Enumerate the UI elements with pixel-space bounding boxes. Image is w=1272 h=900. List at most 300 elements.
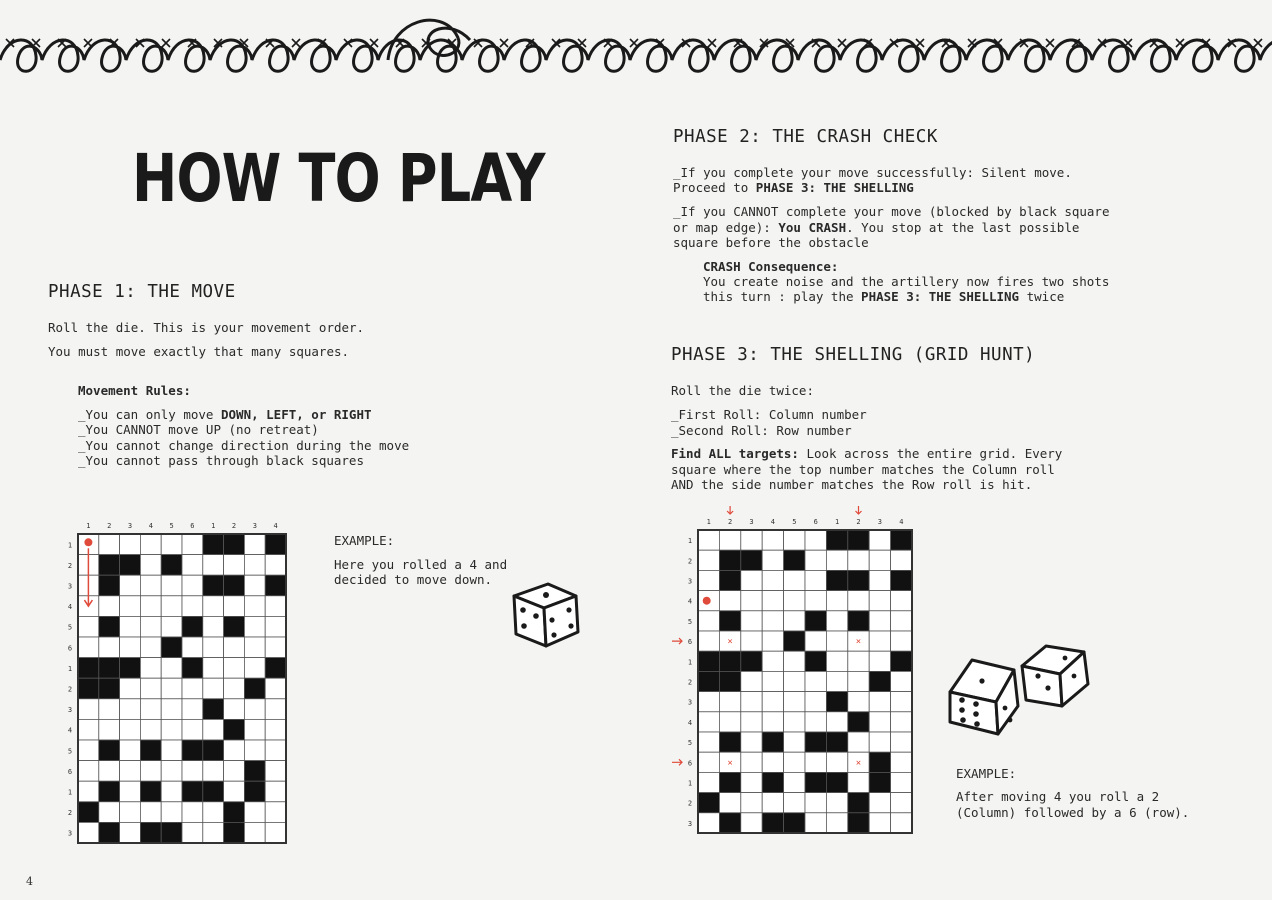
grid-cell-black — [826, 530, 847, 550]
grid-cell — [140, 534, 161, 555]
row-label: 5 — [687, 739, 693, 748]
row-label: 2 — [687, 557, 693, 566]
column-arrow — [856, 506, 862, 514]
grid-cell — [698, 530, 719, 550]
grid-cell-black — [120, 555, 141, 576]
find-targets-bold: Find ALL targets: — [671, 446, 799, 461]
start-position-marker — [84, 538, 92, 546]
grid-cell — [719, 712, 740, 732]
grid-cell — [78, 637, 99, 658]
row-label: 1 — [687, 537, 693, 546]
grid-cell — [78, 822, 99, 843]
grid-cell — [224, 761, 245, 782]
row-label: 1 — [67, 788, 73, 797]
grid-cell-black — [762, 772, 783, 792]
grid-cell — [203, 658, 224, 679]
phase3-line1: Roll the die twice: — [671, 383, 814, 398]
grid-cell — [805, 671, 826, 691]
grid-cell-black — [182, 740, 203, 761]
grid-cell — [762, 570, 783, 590]
grid-cell-black — [120, 658, 141, 679]
grid-cell-black — [805, 772, 826, 792]
grid-cell-black — [719, 732, 740, 752]
grid-cell — [203, 761, 224, 782]
grid-cell — [120, 678, 141, 699]
grid-cell — [120, 534, 141, 555]
grid-cell — [265, 822, 286, 843]
col-label: 6 — [190, 522, 195, 530]
grid-cell-black — [244, 781, 265, 802]
grid-cell-black — [805, 651, 826, 671]
grid-cell — [762, 631, 783, 651]
grid-cell — [698, 570, 719, 590]
grid-cell — [762, 712, 783, 732]
grid-cell-black — [224, 822, 245, 843]
grid-cell — [182, 699, 203, 720]
phase3-find-line1 — [671, 446, 1062, 462]
grid-cell — [203, 596, 224, 617]
row-label: 5 — [67, 747, 73, 756]
grid-cell-black — [869, 772, 890, 792]
grid-cell-black — [719, 611, 740, 631]
grid-cell — [224, 740, 245, 761]
grid-cell — [224, 678, 245, 699]
grid-cell — [805, 752, 826, 772]
grid-cell — [891, 772, 912, 792]
grid-cell — [265, 719, 286, 740]
row-label: 2 — [687, 678, 693, 687]
grid-cell — [869, 530, 890, 550]
column-arrow — [727, 506, 733, 514]
phase1-line2: You must move exactly that many squares. — [48, 344, 350, 359]
grid-cell — [182, 678, 203, 699]
barb — [292, 39, 300, 47]
col-label: 3 — [127, 522, 133, 530]
grid-cell-black — [224, 534, 245, 555]
grid-cell-black — [182, 616, 203, 637]
grid-cell — [161, 699, 182, 720]
grid-cell-black — [719, 651, 740, 671]
example1-line1: Here you rolled a 4 and — [334, 557, 508, 572]
row-label: 6 — [67, 767, 73, 776]
grid-cell — [741, 570, 762, 590]
grid-cell — [869, 813, 890, 833]
phase2-p2-line2-bold: You CRASH — [778, 220, 847, 235]
barb — [1254, 39, 1262, 47]
col-label: 2 — [856, 518, 861, 526]
grid-cell — [140, 555, 161, 576]
grid-cell — [784, 772, 805, 792]
grid-cell — [78, 699, 99, 720]
phase2-heading: PHASE 2: THE CRASH CHECK — [673, 127, 938, 147]
grid-cell — [848, 671, 869, 691]
grid-cell — [265, 678, 286, 699]
phase2-p2-line2 — [673, 220, 1079, 236]
barb — [630, 39, 638, 47]
grid-cell — [762, 793, 783, 813]
rule-2: _You CANNOT move UP (no retreat) — [78, 422, 319, 437]
phase3-find-line3: AND the side number matches the Row roll is hit. — [671, 477, 1033, 492]
grid-cell — [182, 596, 203, 617]
grid-cell-black — [891, 570, 912, 590]
col-label: 4 — [770, 518, 776, 526]
grid-cell — [161, 596, 182, 617]
grid-cell — [784, 793, 805, 813]
grid-cell — [78, 719, 99, 740]
phase3-find-line2: square where the top number matches the Column roll — [671, 462, 1055, 477]
grid-cell-black — [265, 658, 286, 679]
grid-cell — [140, 719, 161, 740]
example2-line2: (Column) followed by a 6 (row). — [956, 805, 1190, 820]
grid-cell — [120, 802, 141, 823]
row-label: 6 — [687, 759, 693, 768]
grid-cell-black — [869, 671, 890, 691]
grid-cell-black — [161, 822, 182, 843]
crash-consequence-title: CRASH Consequence: — [703, 259, 839, 274]
row-label: 1 — [687, 658, 693, 667]
grid-cell — [891, 813, 912, 833]
grid-cell — [244, 637, 265, 658]
grid-cell — [698, 611, 719, 631]
grid-cell — [784, 591, 805, 611]
grid-cell — [120, 637, 141, 658]
grid-cell — [869, 651, 890, 671]
col-label: 2 — [231, 522, 237, 530]
grid-cell-black — [741, 651, 762, 671]
grid-cell-black — [99, 678, 120, 699]
grid-cell — [120, 822, 141, 843]
barb — [578, 39, 586, 47]
grid-cell — [99, 719, 120, 740]
grid-cell — [805, 591, 826, 611]
grid-cell — [784, 692, 805, 712]
crash-line2-text: this turn : play the — [703, 289, 862, 304]
grid-cell — [244, 534, 265, 555]
grid-cell — [762, 611, 783, 631]
grid-cell — [161, 719, 182, 740]
grid-cell — [244, 822, 265, 843]
row-label: 4 — [687, 718, 693, 727]
grid-cell — [182, 822, 203, 843]
grid-cell — [762, 651, 783, 671]
player-position-marker — [703, 597, 711, 605]
grid-cell — [869, 732, 890, 752]
grid-cell — [762, 530, 783, 550]
grid-cell — [78, 740, 99, 761]
barb — [84, 39, 92, 47]
grid-cell-black — [826, 772, 847, 792]
grid-cell — [762, 550, 783, 570]
grid-cell-black — [891, 530, 912, 550]
phase2-p2-line2-text: or map edge): — [673, 220, 779, 235]
col-label: 5 — [169, 522, 174, 530]
grid-cell — [244, 740, 265, 761]
row-label: 4 — [67, 603, 73, 612]
grid-cell — [140, 802, 161, 823]
grid-cell — [161, 575, 182, 596]
grid-cell-black — [719, 570, 740, 590]
grid-cell — [161, 678, 182, 699]
barb — [916, 39, 924, 47]
grid-cell-black — [99, 575, 120, 596]
grid-cell — [265, 761, 286, 782]
col-label: 2 — [727, 518, 733, 526]
phase2-p2-line1: _If you CANNOT complete your move (blocked by black square — [673, 204, 1110, 219]
row-label: 2 — [687, 799, 693, 808]
grid-cell — [182, 802, 203, 823]
grid-cell — [161, 616, 182, 637]
grid-cell-black — [784, 813, 805, 833]
grid-cell-black — [784, 631, 805, 651]
grid-cell — [826, 550, 847, 570]
grid-cell — [698, 813, 719, 833]
rule-1-bold: DOWN, LEFT, or RIGHT — [221, 407, 372, 422]
page-title: HOW TO PLAY — [132, 140, 545, 217]
grid-cell — [741, 813, 762, 833]
grid-cell — [891, 793, 912, 813]
grid-cell-black — [140, 781, 161, 802]
grid-cell — [741, 631, 762, 651]
grid-cell — [869, 692, 890, 712]
hit-marker: × — [727, 637, 733, 648]
grid-cell-black — [741, 550, 762, 570]
grid-cell-black — [826, 692, 847, 712]
grid-cell — [244, 616, 265, 637]
grid-cell — [826, 752, 847, 772]
grid-cell — [784, 651, 805, 671]
grid-cell-black — [203, 575, 224, 596]
grid-cell — [203, 616, 224, 637]
grid-cell-black — [698, 671, 719, 691]
row-label: 1 — [67, 664, 73, 673]
grid-cell — [244, 699, 265, 720]
grid-cell — [182, 555, 203, 576]
grid-cell-black — [698, 651, 719, 671]
col-label: 1 — [834, 518, 840, 526]
col-label: 4 — [273, 522, 278, 530]
hit-marker: × — [727, 758, 733, 769]
row-label: 3 — [67, 582, 73, 591]
barb — [370, 39, 378, 47]
row-label: 3 — [67, 829, 73, 838]
grid-cell — [869, 611, 890, 631]
grid-cell — [826, 813, 847, 833]
grid-cell — [244, 596, 265, 617]
phase3-heading: PHASE 3: THE SHELLING (GRID HUNT) — [671, 345, 1036, 365]
grid-cell-black — [140, 740, 161, 761]
grid-cell — [784, 732, 805, 752]
phase3-roll1: _First Roll: Column number — [671, 407, 867, 422]
grid-cell — [265, 740, 286, 761]
grid-cell-black — [805, 732, 826, 752]
grid-cell — [99, 761, 120, 782]
grid-cell — [265, 596, 286, 617]
grid-cell — [161, 761, 182, 782]
grid-cell — [719, 692, 740, 712]
col-label: 6 — [813, 518, 818, 526]
grid-cell — [140, 761, 161, 782]
grid-cell — [140, 575, 161, 596]
grid-cell — [784, 530, 805, 550]
barb — [1124, 39, 1132, 47]
col-label: 1 — [86, 522, 91, 530]
grid-cell-black — [719, 550, 740, 570]
grid-cell — [78, 616, 99, 637]
col-label: 3 — [252, 522, 257, 530]
grid-cell — [224, 555, 245, 576]
grid-cell-black — [99, 781, 120, 802]
grid-cell — [698, 752, 719, 772]
grid-cell — [848, 651, 869, 671]
row-arrow — [672, 638, 682, 644]
grid-cell — [120, 719, 141, 740]
grid-cell — [741, 732, 762, 752]
grid-cell-black — [244, 678, 265, 699]
grid-cell — [182, 534, 203, 555]
col-label: 1 — [706, 518, 711, 526]
movement-rules-title: Movement Rules: — [78, 383, 191, 398]
grid-cell — [120, 740, 141, 761]
grid-cell-black — [762, 813, 783, 833]
example2-title: EXAMPLE: — [956, 766, 1017, 781]
col-label: 2 — [107, 522, 112, 530]
grid-cell-black — [78, 658, 99, 679]
grid-cell — [265, 699, 286, 720]
grid-cell-black — [784, 550, 805, 570]
grid-cell — [719, 793, 740, 813]
grid-cell — [99, 534, 120, 555]
example1-title: EXAMPLE: — [334, 533, 395, 548]
rule-1-text: _You can only move — [78, 407, 221, 422]
grid-cell — [719, 591, 740, 611]
grid-cell — [805, 712, 826, 732]
grid-cell — [244, 719, 265, 740]
grid-cell — [120, 761, 141, 782]
grid-cell — [826, 712, 847, 732]
grid-cell — [784, 611, 805, 631]
grid-cell — [891, 712, 912, 732]
die-icon — [506, 578, 588, 654]
crash-consequence-line1: You create noise and the artillery now fires two shots — [703, 274, 1110, 289]
grid-cell — [741, 793, 762, 813]
grid-cell — [805, 550, 826, 570]
col-label: 4 — [148, 522, 153, 530]
grid-cell — [140, 699, 161, 720]
grid-cell-black — [203, 781, 224, 802]
grid-cell-black — [203, 699, 224, 720]
grid-cell — [265, 637, 286, 658]
grid-cell — [741, 591, 762, 611]
grid-cell — [244, 658, 265, 679]
grid-cell — [265, 781, 286, 802]
grid-cell — [805, 570, 826, 590]
grid-cell — [869, 631, 890, 651]
grid-cell-black — [182, 781, 203, 802]
row-label: 3 — [687, 577, 693, 586]
grid-cell — [784, 752, 805, 772]
hit-marker: × — [855, 637, 862, 648]
grid-cell — [805, 692, 826, 712]
grid-cell — [805, 631, 826, 651]
grid-cell — [78, 761, 99, 782]
grid-cell — [698, 732, 719, 752]
example1-line2: decided to move down. — [334, 572, 493, 587]
grid-cell — [784, 570, 805, 590]
row-label: 6 — [67, 644, 73, 653]
find-targets-text: Look across the entire grid. Every — [798, 446, 1063, 461]
barb — [838, 39, 846, 47]
grid-cell — [161, 534, 182, 555]
grid-cell-black — [848, 813, 869, 833]
grid-cell-black — [891, 651, 912, 671]
barb — [968, 39, 976, 47]
phase2-p1-line2 — [673, 180, 914, 196]
grid-cell — [784, 712, 805, 732]
two-dice-icon — [942, 636, 1098, 740]
barb — [500, 39, 508, 47]
grid-cell — [869, 570, 890, 590]
grid-cell — [826, 631, 847, 651]
grid-cell — [826, 793, 847, 813]
grid-cell — [805, 793, 826, 813]
phase2-p2-line2-post: . You stop at the last possible — [846, 220, 1080, 235]
grid-cell — [224, 596, 245, 617]
barb — [1046, 39, 1054, 47]
col-label: 3 — [749, 518, 754, 526]
grid-cell-black — [99, 616, 120, 637]
grid-cell-black — [161, 555, 182, 576]
grid-cell — [719, 530, 740, 550]
grid-cell — [848, 692, 869, 712]
row-label: 5 — [67, 623, 73, 632]
grid-cell — [698, 772, 719, 792]
example-grid-shelling — [668, 500, 920, 848]
grid-cell — [203, 822, 224, 843]
grid-cell-black — [161, 637, 182, 658]
grid-cell — [698, 550, 719, 570]
grid-cell — [891, 611, 912, 631]
grid-cell — [826, 591, 847, 611]
hit-marker: × — [855, 758, 862, 769]
grid-cell — [784, 671, 805, 691]
grid-cell — [120, 575, 141, 596]
col-label: 4 — [899, 518, 904, 526]
grid-cell-black — [224, 719, 245, 740]
grid-cell — [848, 591, 869, 611]
grid-cell — [826, 671, 847, 691]
grid-cell — [698, 692, 719, 712]
grid-cell — [203, 678, 224, 699]
grid-cell — [762, 671, 783, 691]
grid-cell — [891, 752, 912, 772]
grid-cell — [741, 692, 762, 712]
row-label: 4 — [687, 597, 693, 606]
grid-cell — [120, 781, 141, 802]
rule-4: _You cannot pass through black squares — [78, 453, 364, 468]
grid-cell — [869, 793, 890, 813]
crash-line2-post: twice — [1019, 289, 1065, 304]
grid-cell-black — [99, 740, 120, 761]
grid-cell — [891, 631, 912, 651]
grid-cell — [140, 637, 161, 658]
grid-cell — [891, 732, 912, 752]
grid-cell — [99, 699, 120, 720]
grid-cell — [244, 575, 265, 596]
row-label: 1 — [687, 779, 693, 788]
grid-cell-black — [848, 570, 869, 590]
grid-cell — [99, 802, 120, 823]
grid-cell — [741, 752, 762, 772]
